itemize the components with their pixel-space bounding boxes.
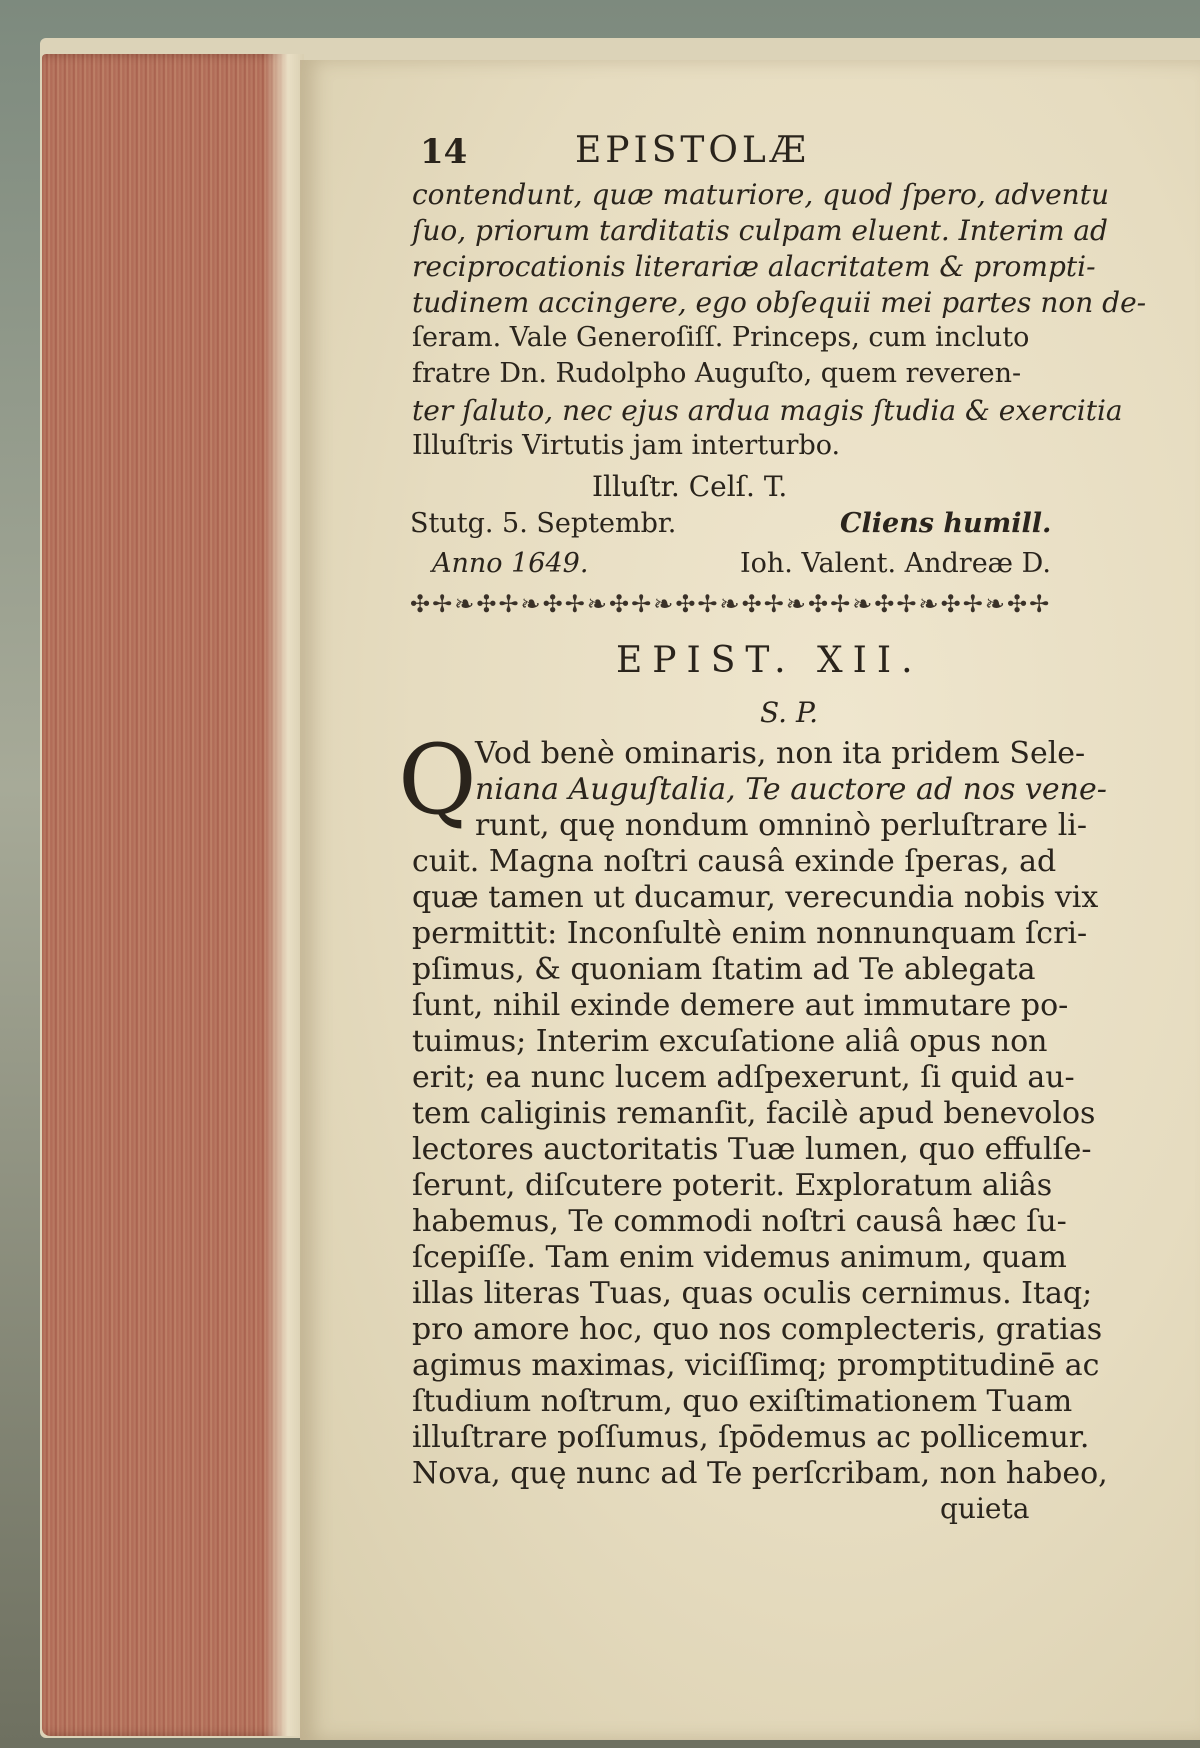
- prev-letter-line: reciprocationis literariæ alacritatem & prompti-: [412, 250, 1096, 283]
- letter-line: niana Auguſtalia, Te auctore ad nos vene-: [475, 772, 1107, 807]
- ornament-band: ✣✢❧✣✢❧✣✢❧✣✢❧✣✢❧✣✢❧✣✢❧✣✢❧✣✢❧✣✢: [410, 590, 1052, 618]
- letter-line: pro amore hoc, quo nos complecteris, gratias: [412, 1312, 1103, 1347]
- letter-title: EPIST. XII.: [616, 640, 923, 681]
- letter-line: pſimus, & quoniam ſtatim ad Te ablegata: [412, 952, 1036, 987]
- letter-line: agimus maximas, viciſſimq; promptitudinē ac: [412, 1348, 1100, 1383]
- letter-line: Vod benè ominaris, non ita pridem Sele-: [475, 736, 1086, 771]
- prev-letter-line: ter ſaluto, nec ejus ardua magis ſtudia & exercitia: [412, 394, 1123, 427]
- prev-letter-line: fratre Dn. Rudolpho Auguſto, quem reveren-: [412, 358, 1022, 389]
- letter-line: Nova, quę nunc ad Te perſcribam, non habeo,: [412, 1456, 1108, 1491]
- letter-line: lectores auctoritatis Tuæ lumen, quo effulſe-: [412, 1132, 1092, 1167]
- letter-line: ſerunt, diſcutere poterit. Exploratum aliâs: [412, 1168, 1053, 1203]
- closing-salutation: Illuſtr. Celſ. T.: [592, 470, 788, 503]
- letter-line: quæ tamen ut ducamur, verecundia nobis vix: [412, 880, 1099, 915]
- prev-letter-line: Illuſtris Virtutis jam interturbo.: [412, 430, 841, 461]
- place-date: Stutg. 5. Septembr.: [410, 508, 677, 539]
- prev-letter-line: contendunt, quæ maturiore, quod ſpero, adventu: [412, 178, 1109, 211]
- letter-line: cuit. Magna noſtri causâ exinde ſperas, ad: [412, 844, 1057, 879]
- letter-line: erit; ea nunc lucem adſpexerunt, ſi quid au-: [412, 1060, 1075, 1095]
- running-head: EPISTOLÆ: [575, 130, 810, 171]
- drop-cap: Q: [398, 724, 477, 836]
- book-page: [300, 60, 1200, 1740]
- client-signature: Cliens humill.: [840, 508, 1052, 539]
- year: Anno 1649.: [432, 548, 589, 579]
- letter-line: illuſtrare poſſumus, ſpōdemus ac pollicemur.: [412, 1420, 1090, 1455]
- letter-line: tuimus; Interim excuſatione aliâ opus non: [412, 1024, 1048, 1059]
- prev-letter-line: ſeram. Vale Generoſiſſ. Princeps, cum incluto: [412, 322, 1030, 353]
- page-number: 14: [420, 132, 468, 172]
- author-name: Ioh. Valent. Andreæ D.: [740, 548, 1051, 579]
- letter-line: habemus, Te commodi noſtri causâ hæc ſu-: [412, 1204, 1067, 1239]
- catchword: quieta: [940, 1492, 1030, 1525]
- prev-letter-line: tudinem accingere, ego obſequii mei partes non de-: [412, 286, 1147, 319]
- letter-salutation: S. P.: [760, 696, 819, 729]
- letter-line: ſunt, nihil exinde demere aut immutare po-: [412, 988, 1069, 1023]
- letter-line: ſtudium noſtrum, quo exiſtimationem Tuam: [412, 1384, 1073, 1419]
- letter-line: ſcepiſſe. Tam enim videmus animum, quam: [412, 1240, 1067, 1275]
- letter-line: tem caliginis remanſit, facilè apud benevolos: [412, 1096, 1096, 1131]
- letter-line: permittit: Inconſultè enim nonnunquam ſcri-: [412, 916, 1088, 951]
- page-edges: [42, 54, 304, 1736]
- letter-line: runt, quę nondum omninò perluſtrare li-: [475, 808, 1088, 843]
- letter-line: illas literas Tuas, quas oculis cernimus. Itaq;: [412, 1276, 1093, 1311]
- prev-letter-line: ſuo, priorum tarditatis culpam eluent. Interim ad: [412, 214, 1108, 247]
